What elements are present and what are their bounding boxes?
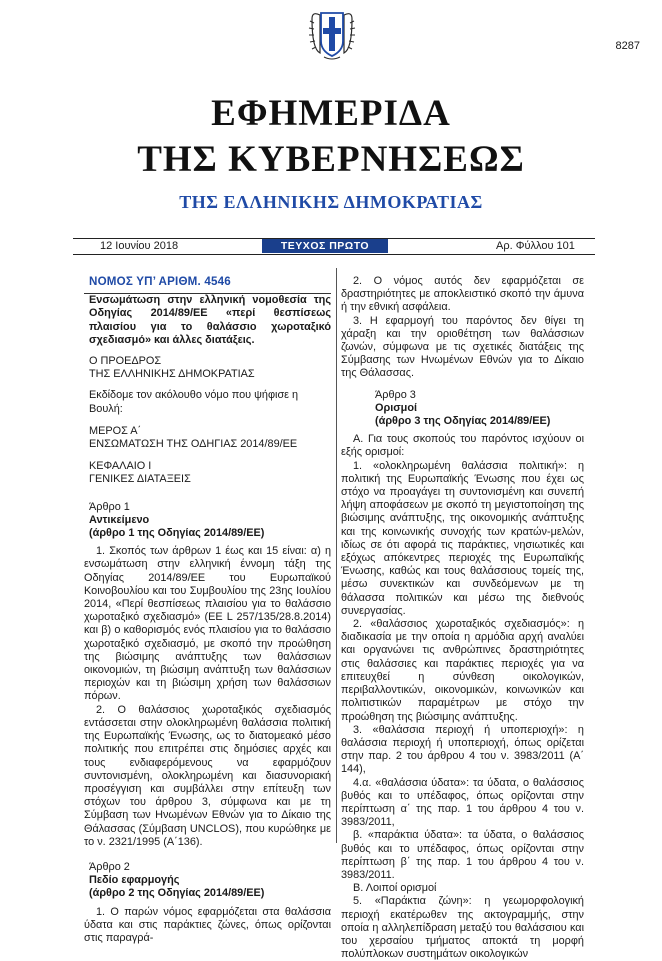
article2-reference: (άρθρο 2 της Οδηγίας 2014/89/ΕΕ) (89, 887, 265, 900)
page-number: 8287 (615, 40, 640, 52)
sheet-number: Αρ. Φύλλου 101 (496, 240, 575, 252)
definition-4b: β. «παράκτια ύδατα»: τα ύδατα, ο θαλάσσιος βυθός και το υπέδαφος, όπως ορίζονται στην περίπτωση β΄ της παρ. 1 του άρθρου 4 του ν. 3983/2011. (341, 829, 584, 881)
article3-intro: Α. Για τους σκοπούς του παρόντος ισχύουν οι εξής ορισμοί: (341, 433, 584, 459)
article3-reference: (άρθρο 3 της Οδηγίας 2014/89/ΕΕ) (375, 415, 551, 428)
part-title: ΕΝΣΩΜΑΤΩΣΗ ΤΗΣ ΟΔΗΓΙΑΣ 2014/89/ΕΕ (89, 438, 298, 451)
right-column (341, 275, 584, 961)
article3-title: Ορισμοί (375, 401, 418, 414)
president-line1: Ο ΠΡΟΕΔΡΟΣ (89, 355, 162, 368)
article1-paragraph1: 1. Σκοπός των άρθρων 1 έως και 15 είναι: α) η ενσωμάτωση στην ελληνική έννομη τάξη της Οδηγίας 2014/89/ΕΕ του Ευρωπαϊκού Κοινοβουλίου και του Συμβουλίου της 23ης Ιουλίου 2014, «Περί θεσπίσεως πλαισίου για το θαλάσσιο χωροταξικό σχεδιασμό» (ΕΕ L 257/135/28.8.2014) και β) ο καθορισμός ενός πλαισίου για το θαλάσσιο χωροταξικό σχεδιασμό, με σκοπό την προώθηση της βιώσιμης ανάπτυξης των θαλάσσιων οικονομιών, τη βιώσιμη ανάπτυξη των θαλάσσιων περιοχών και τη βιώσιμη χρήση των θαλάσσιων πόρων. (84, 545, 331, 703)
masthead-title-line1: ΕΦΗΜΕΡΙΔΑ (211, 93, 451, 134)
definition-3: 3. «θαλάσσια περιοχή ή υποπεριοχή»: η θαλάσσια περιοχή ή υποπεριοχή, όπως ορίζεται στην παρ. 2 του άρθρου 4 του ν. 3983/2011 (Α΄ 144), (341, 723, 584, 776)
article1-title: Αντικείμενο (89, 513, 150, 526)
article2-paragraph3: 3. Η εφαρμογή του παρόντος δεν θίγει τη χάραξη και την οριοθέτηση των θαλάσσιων ζωνών, σύμφωνα με τις σχετικές διατάξεις της Σύμβασης των Ηνωμένων Εθνών για το Δίκαιο της Θάλασσας. (341, 314, 584, 380)
law-subject: Ενσωμάτωση στην ελληνική νομοθεσία της Οδηγίας 2014/89/ΕΕ «περί θεσπίσεως πλαισίου για το θαλάσσιο χωροταξικό σχεδιασμό» και άλλες διατάξεις. (89, 294, 331, 346)
article2-paragraph2: 2. Ο νόμος αυτός δεν εφαρμόζεται σε δραστηριότητες με αποκλειστικό σκοπό την άμυνα ή την εθνική ασφάλεια. (341, 275, 584, 314)
issue-date: 12 Ιουνίου 2018 (100, 240, 179, 252)
definition-1: 1. «ολοκληρωμένη θαλάσσια πολιτική»: η πολιτική της Ευρωπαϊκής Ένωσης που έχει ως στόχο να προαγάγει τη συντονισμένη και συνεπή λήψη αποφάσεων με σκοπό τη μεγιστοποίηση της βιώσιμης ανάπτυξης, της οικονομικής ανάπτυξης και της κοινωνικής συνοχής των κρατών-μελών, ιδίως σε ότι αφορά τις παράκτιες, νησιωτικές και εξόχως απόκεντρες περιοχές της Ευρωπαϊκής Ένωσης, καθώς και τους θαλάσσιους τομείς της, μέσω συνεκτικών και συνδεόμενων με τη θάλασσα πολιτικών και μέσω της διεθνούς συνεργασίας. (341, 459, 584, 617)
part-heading: ΜΕΡΟΣ Α΄ (89, 424, 142, 437)
article2-title: Πεδίο εφαρμογής (89, 874, 180, 887)
definition-4a: 4.α. «θαλάσσια ύδατα»: τα ύδατα, ο θαλάσσιος βυθός και το υπέδαφος, όπως ορίζονται στην περίπτωση α΄ της παρ. 1 του άρθρου 4 του ν. 3983/2011, (341, 776, 584, 829)
masthead-subtitle: ΤΗΣ ΕΛΛΗΝΙΚΗΣ ΔΗΜΟΚΡΑΤΙΑΣ (179, 192, 483, 212)
chapter-heading: ΚΕΦΑΛΑΙΟ Ι (89, 460, 152, 473)
definition-2: 2. «θαλάσσιος χωροταξικός σχεδιασμός»: η διαδικασία με την οποία η αρμόδια αρχή αναλύει και οργανώνει τις ανθρώπινες δραστηριότητες στις θαλάσσιες και παράκτιες περιοχές για να επιτευχθεί η σύνθεση οικολογικών, περιβαλλοντικών, οικονομικών, κοινωνικών και πολιτιστικών παραμέτρων με στόχο την προώθηση της βιώσιμης ανάπτυξης. (341, 618, 584, 723)
section-b-heading: Β. Λοιποί ορισμοί (353, 882, 437, 895)
article1-paragraph2: 2. Ο θαλάσσιος χωροταξικός σχεδιασμός εντάσσεται στην ολοκληρωμένη θαλάσσια πολιτική της Ευρωπαϊκής Ένωσης, ως το διατομεακό μέσο πολιτικής που επιτρέπει στις δημόσιες αρχές και τους ενδιαφερόμενους να εφαρμόζουν συντονισμένη, ολοκληρωμένη και διασυνοριακή προσέγγιση και συμβάλλει στην επίτευξη των στόχων του άρθρου 3, σύμφωνα και με τη Σύμβαση των Ηνωμένων Εθνών για το Δίκαιο της Θάλασσας (Σύμβαση UNCLOS), που κυρώθηκε με το ν. 2321/1995 (Α΄136). (84, 703, 331, 848)
law-title: ΝΟΜΟΣ ΥΠ’ ΑΡΙΘΜ. 4546 (89, 275, 231, 288)
greek-coat-of-arms-emblem (306, 5, 358, 62)
definition-5: 5. «Παράκτια ζώνη»: η γεωμορφολογική περιοχή εκατέρωθεν της ακτογραμμής, στην οποία η αλληλεπίδραση μεταξύ του θαλάσσιου και του χερσαίου τμήματος αποκτά τη μορφή πολύπλοκων συστημάτων οικολογικών (341, 895, 584, 961)
article1-reference: (άρθρο 1 της Οδηγίας 2014/89/ΕΕ) (89, 527, 265, 540)
chapter-title: ΓΕΝΙΚΕΣ ΔΙΑΤΑΞΕΙΣ (89, 473, 191, 486)
president-line2: ΤΗΣ ΕΛΛΗΝΙΚΗΣ ΔΗΜΟΚΡΑΤΙΑΣ (89, 368, 255, 381)
article1-number: Άρθρο 1 (89, 500, 130, 513)
masthead-title-line2: ΤΗΣ ΚΥΒΕΡΝΗΣΕΩΣ (137, 139, 525, 180)
article3-number: Άρθρο 3 (375, 388, 416, 401)
issue-label-badge: ΤΕΥΧΟΣ ΠΡΩΤΟ (262, 239, 388, 253)
left-column (84, 275, 331, 945)
promulgation-text: Εκδίδομε τον ακόλουθο νόμο που ψήφισε η Βουλή: (89, 389, 299, 415)
column-divider (336, 268, 337, 843)
article2-number: Άρθρο 2 (89, 860, 130, 873)
article2-paragraph1: 1. Ο παρών νόμος εφαρμόζεται στα θαλάσσια ύδατα και στις παράκτιες ζώνες, όπως ορίζονται στις παραγρά- (84, 905, 331, 944)
meta-bottom-rule (73, 254, 595, 255)
